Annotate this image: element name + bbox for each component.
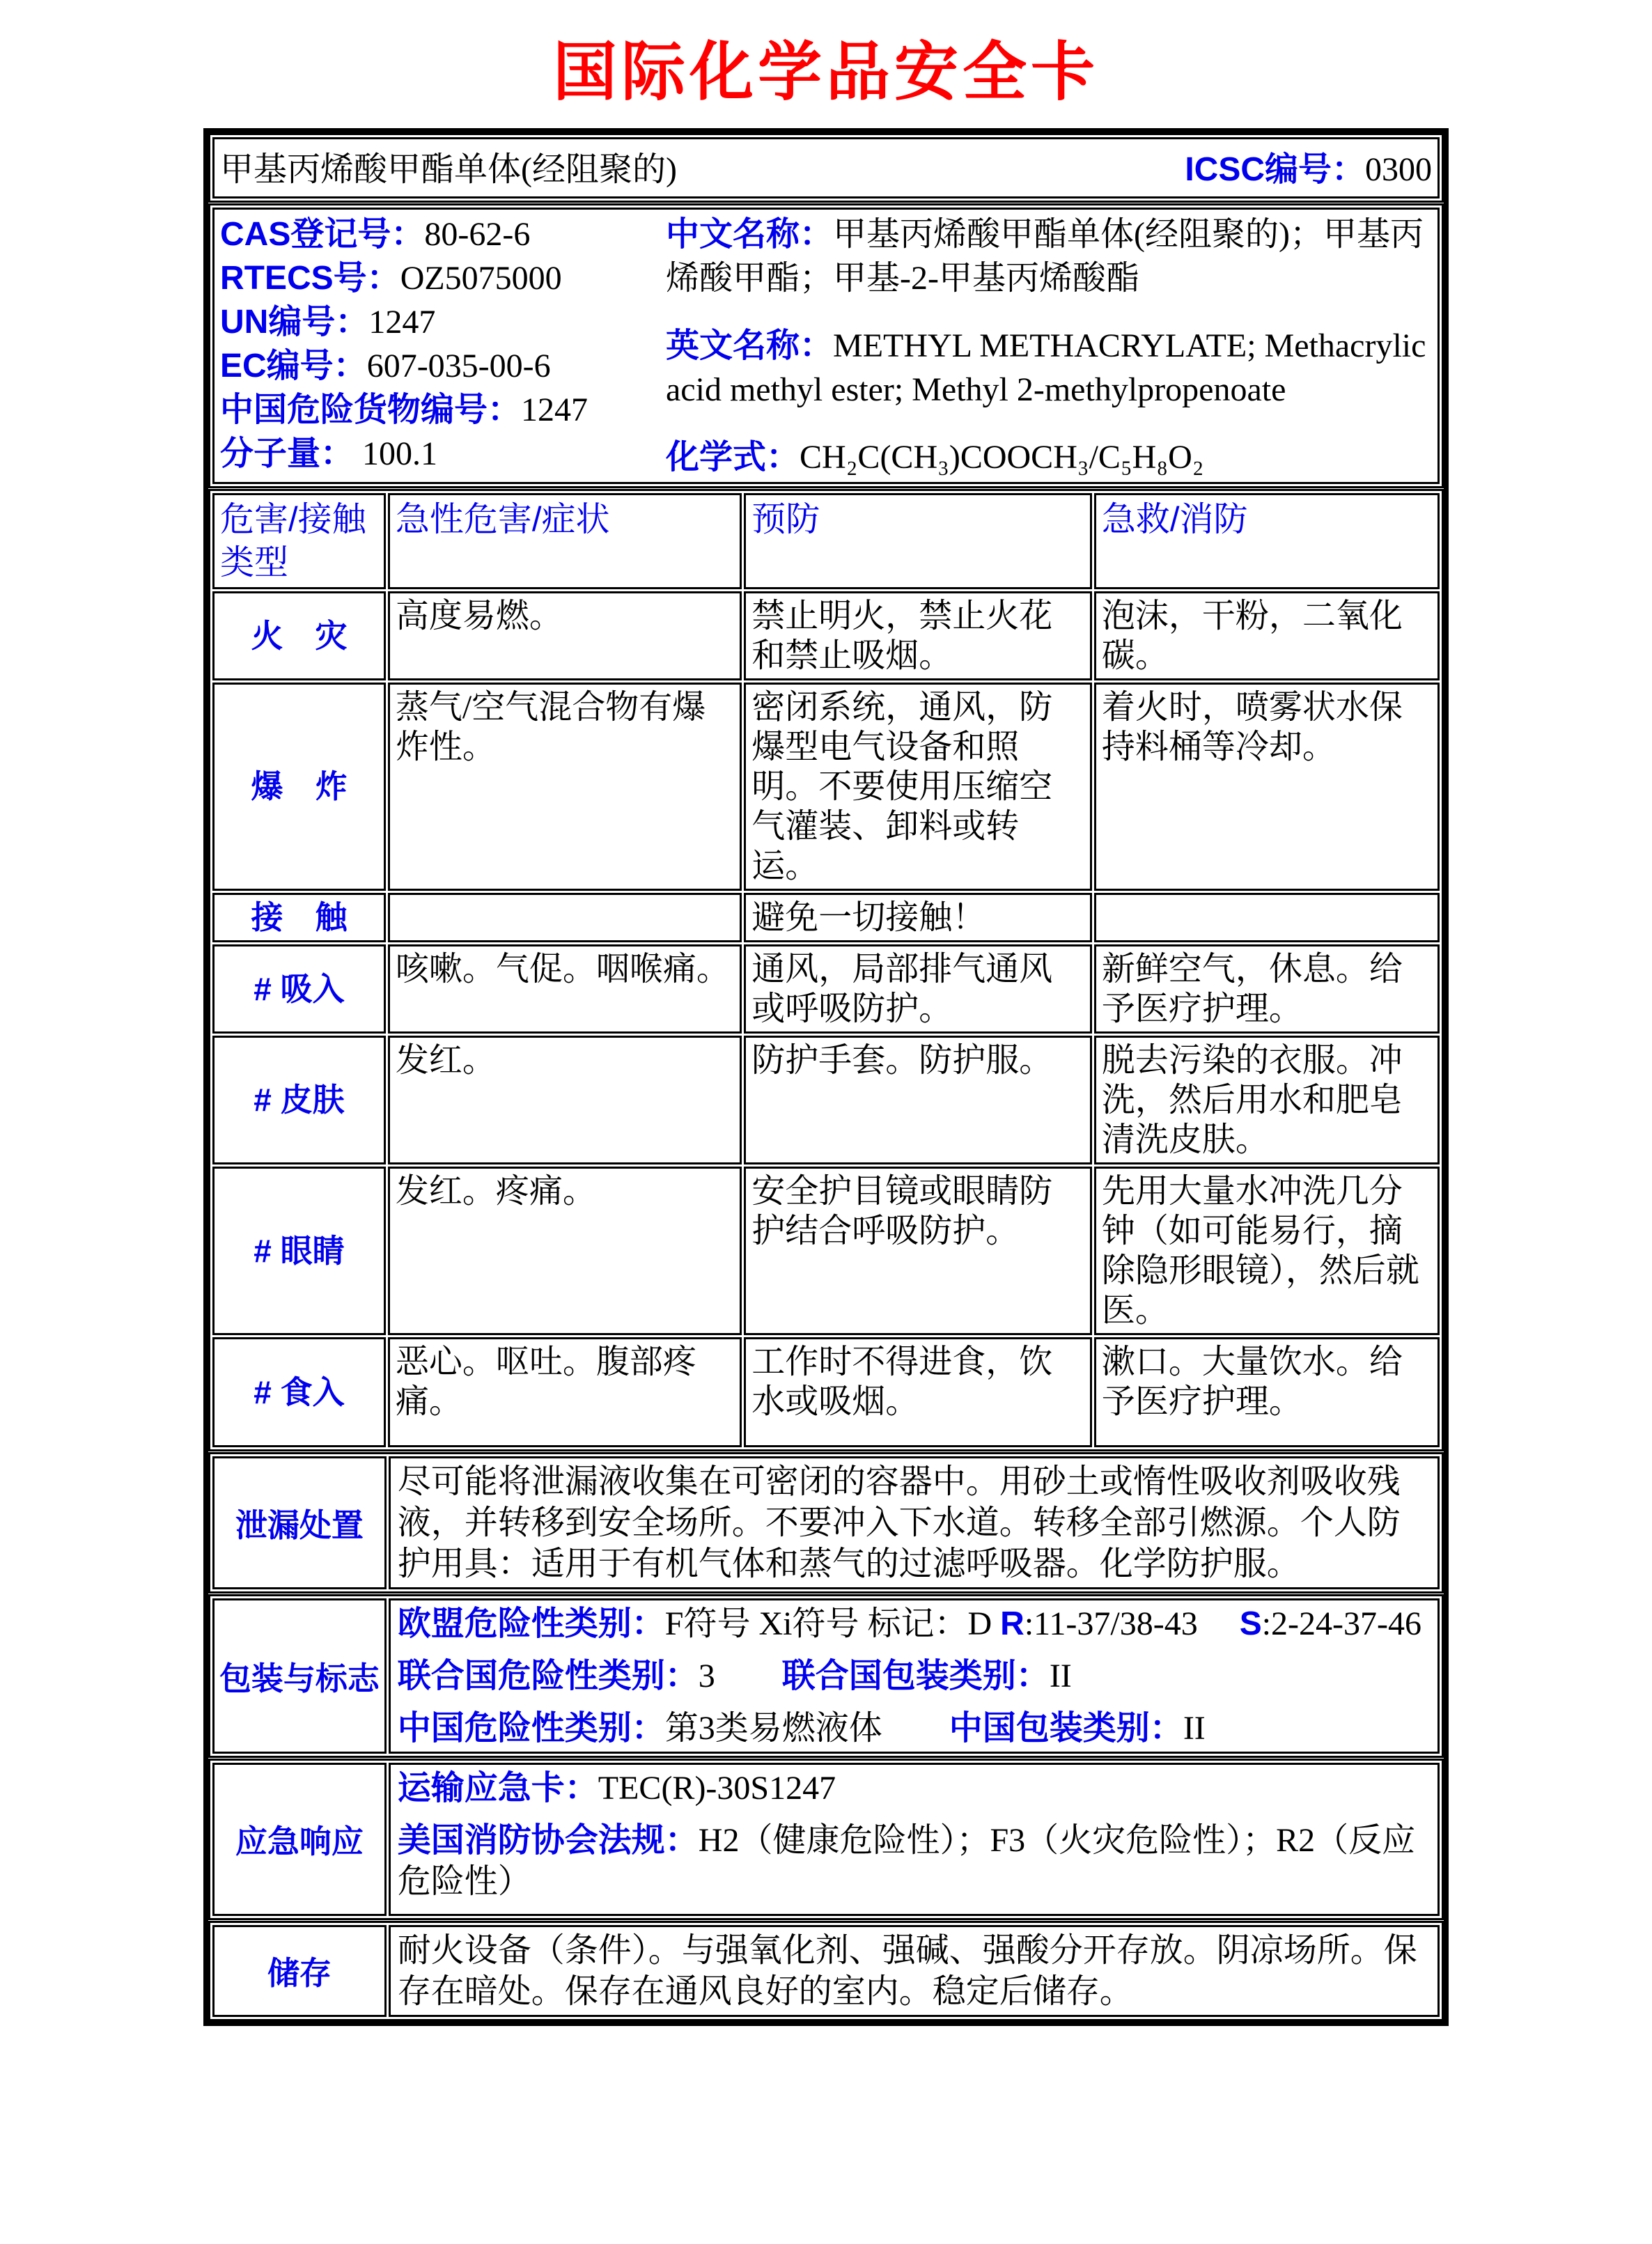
hazard-row-contact — [212, 893, 1440, 942]
eyes-symptoms: 发红。疼痛。 — [388, 1167, 742, 1335]
ingestion-first-aid: 漱口。大量饮水。给予医疗护理。 — [1094, 1337, 1440, 1447]
hazard-table — [208, 489, 1444, 1451]
hazard-row-explosion — [212, 683, 1440, 891]
icsc-document — [0, 21, 1652, 2026]
emergency-label: 应急响应 — [212, 1763, 387, 1916]
cas-number-label: CAS登记号： — [220, 216, 425, 253]
china-dg-number-line — [220, 388, 666, 432]
eyes-first-aid: 先用大量水冲洗几分钟（如可能易行，摘除隐形眼镜），然后就医。 — [1094, 1167, 1440, 1335]
spill-text: 尽可能将泄漏液收集在可密闭的容器中。用砂土或惰性吸收剂吸收残液，并转移到安全场所。不要冲入下水道。转移全部引燃源。个人防护用具：适用于有机气体和蒸气的过滤呼吸器。化学防护服。 — [389, 1456, 1440, 1589]
icsc-number-label: ICSC编号： — [1185, 151, 1365, 188]
molecular-weight-line — [220, 432, 666, 476]
hazard-row-fire — [212, 591, 1440, 680]
un-number-line — [220, 300, 666, 344]
nfpa-code-line: 美国消防协会法规：H2（健康危险性）；F3（火灾危险性）；R2（反应危险性） — [397, 1822, 1416, 1900]
name-header-row — [212, 137, 1440, 198]
safety-card — [203, 128, 1449, 2026]
identifiers-section — [208, 203, 1444, 488]
rtecs-number-value: OZ5075000 — [400, 260, 562, 297]
skin-symptoms: 发红。 — [388, 1036, 742, 1164]
un-hazard-class-line: 联合国危险性类别：3 联合国包装类别：II — [397, 1658, 1072, 1694]
fire-prevention: 禁止明火，禁止火花和禁止吸烟。 — [744, 591, 1092, 680]
rtecs-number-line — [220, 256, 666, 300]
molecular-weight-label: 分子量： — [220, 435, 354, 472]
hazard-row-skin — [212, 1036, 1440, 1164]
name-header-section — [208, 133, 1444, 203]
skin-first-aid: 脱去污染的衣服。冲洗，然后用水和肥皂清洗皮肤。 — [1094, 1036, 1440, 1164]
molecular-weight-value: 100.1 — [354, 435, 438, 472]
identifiers-cell — [212, 208, 1440, 484]
names-block — [666, 212, 1432, 479]
english-name-label: 英文名称： — [666, 327, 834, 364]
icsc-number — [1185, 142, 1432, 190]
contact-symptoms — [388, 893, 742, 942]
inhalation-first-aid: 新鲜空气，休息。给予医疗护理。 — [1094, 944, 1440, 1034]
transport-emergency-card-line: 运输应急卡：TEC(R)-30S1247 — [397, 1770, 836, 1807]
name-header-cell — [212, 137, 1440, 198]
storage-row — [212, 1925, 1440, 2017]
hazard-row-ingestion — [212, 1337, 1440, 1447]
packaging-label: 包装与标志 — [212, 1598, 387, 1754]
packaging-section — [208, 1594, 1444, 1758]
english-name-value: METHYL METHACRYLATE; Methacrylic acid methyl ester; Methyl 2-methylpropenoate — [666, 327, 1426, 408]
storage-section — [208, 1921, 1444, 2021]
ec-number-value: 607-035-00-6 — [366, 348, 551, 384]
explosion-row-label: 爆 炸 — [212, 683, 386, 891]
header-acute-symptoms: 急性危害/症状 — [388, 493, 742, 589]
icsc-number-value: 0300 — [1365, 151, 1432, 188]
spill-section — [208, 1452, 1444, 1594]
contact-prevention: 避免一切接触！ — [744, 893, 1092, 942]
chemical-formula-block — [666, 435, 1432, 479]
hazard-row-eyes — [212, 1167, 1440, 1335]
chemical-name: 甲基丙烯酸甲酯单体(经阻聚的) — [220, 151, 677, 188]
spill-label: 泄漏处置 — [212, 1456, 387, 1589]
ingestion-prevention: 工作时不得进食，饮水或吸烟。 — [744, 1337, 1092, 1447]
hazard-row-inhalation — [212, 944, 1440, 1034]
header-first-aid: 急救/消防 — [1094, 493, 1440, 589]
emergency-text — [389, 1763, 1440, 1916]
emergency-row — [212, 1763, 1440, 1916]
chinese-name-label: 中文名称： — [666, 216, 834, 253]
china-dg-number-label: 中国危险货物编号： — [220, 391, 522, 428]
cas-number-value: 80-62-6 — [424, 216, 531, 253]
explosion-symptoms: 蒸气/空气混合物有爆炸性。 — [388, 683, 742, 891]
header-hazard-type: 危害/接触类型 — [212, 493, 386, 589]
chemical-formula-label: 化学式： — [666, 439, 800, 476]
packaging-row — [212, 1598, 1440, 1754]
header-prevention: 预防 — [744, 493, 1092, 589]
china-hazard-class-line: 中国危险性类别：第3类易燃液体 中国包装类别：II — [397, 1710, 1206, 1747]
fire-symptoms: 高度易燃。 — [388, 591, 742, 680]
identifier-list — [220, 212, 666, 479]
rtecs-number-label: RTECS号： — [220, 260, 400, 297]
fire-first-aid: 泡沫，干粉，二氧化碳。 — [1094, 591, 1440, 680]
storage-text: 耐火设备（条件）。与强氧化剂、强碱、强酸分开存放。阴凉场所。保存在暗处。保存在通风良好的室内。稳定后储存。 — [389, 1925, 1440, 2017]
page-title: 国际化学品安全卡 — [552, 35, 1099, 109]
fire-row-label: 火 灾 — [212, 591, 386, 680]
spill-row — [212, 1456, 1440, 1589]
contact-row-label: 接 触 — [212, 893, 386, 942]
inhalation-prevention: 通风，局部排气通风或呼吸防护。 — [744, 944, 1092, 1034]
skin-prevention: 防护手套。防护服。 — [744, 1036, 1092, 1164]
storage-label: 储存 — [212, 1925, 387, 2017]
explosion-prevention: 密闭系统，通风，防爆型电气设备和照明。不要使用压缩空气灌装、卸料或转运。 — [744, 683, 1092, 891]
cas-number-line — [220, 212, 666, 256]
eyes-prevention: 安全护目镜或眼睛防护结合呼吸防护。 — [744, 1167, 1092, 1335]
china-dg-number-value: 1247 — [521, 391, 589, 428]
skin-row-label: # 皮肤 — [212, 1036, 386, 1164]
un-number-value: 1247 — [368, 304, 436, 341]
explosion-first-aid: 着火时，喷雾状水保持料桶等冷却。 — [1094, 683, 1440, 891]
packaging-text — [389, 1598, 1440, 1754]
inhalation-symptoms: 咳嗽。气促。咽喉痛。 — [388, 944, 742, 1034]
ec-number-label: EC编号： — [220, 348, 367, 384]
inhalation-row-label: # 吸入 — [212, 944, 386, 1034]
un-number-label: UN编号： — [220, 304, 369, 341]
contact-first-aid — [1094, 893, 1440, 942]
eyes-row-label: # 眼睛 — [212, 1167, 386, 1335]
ingestion-row-label: # 食入 — [212, 1337, 386, 1447]
identifiers-row — [212, 208, 1440, 484]
ec-number-line — [220, 344, 666, 388]
chinese-name-value: 甲基丙烯酸甲酯单体(经阻聚的)；甲基丙烯酸甲酯；甲基-2-甲基丙烯酸酯 — [666, 216, 1424, 297]
eu-hazard-class-line: 欧盟危险性类别：F符号 Xi符号 标记：D R:11-37/38-43 S:2-24-37-46 — [397, 1605, 1422, 1642]
ingestion-symptoms: 恶心。呕吐。腹部疼痛。 — [388, 1337, 742, 1447]
chinese-name-block — [666, 212, 1432, 300]
chemical-formula-value: CH₂C(CH₃)COOCH₃/C₅H₈O₂ — [800, 439, 1204, 476]
emergency-section — [208, 1759, 1444, 1920]
hazard-table-header-row — [212, 493, 1440, 589]
english-name-block — [666, 324, 1432, 412]
